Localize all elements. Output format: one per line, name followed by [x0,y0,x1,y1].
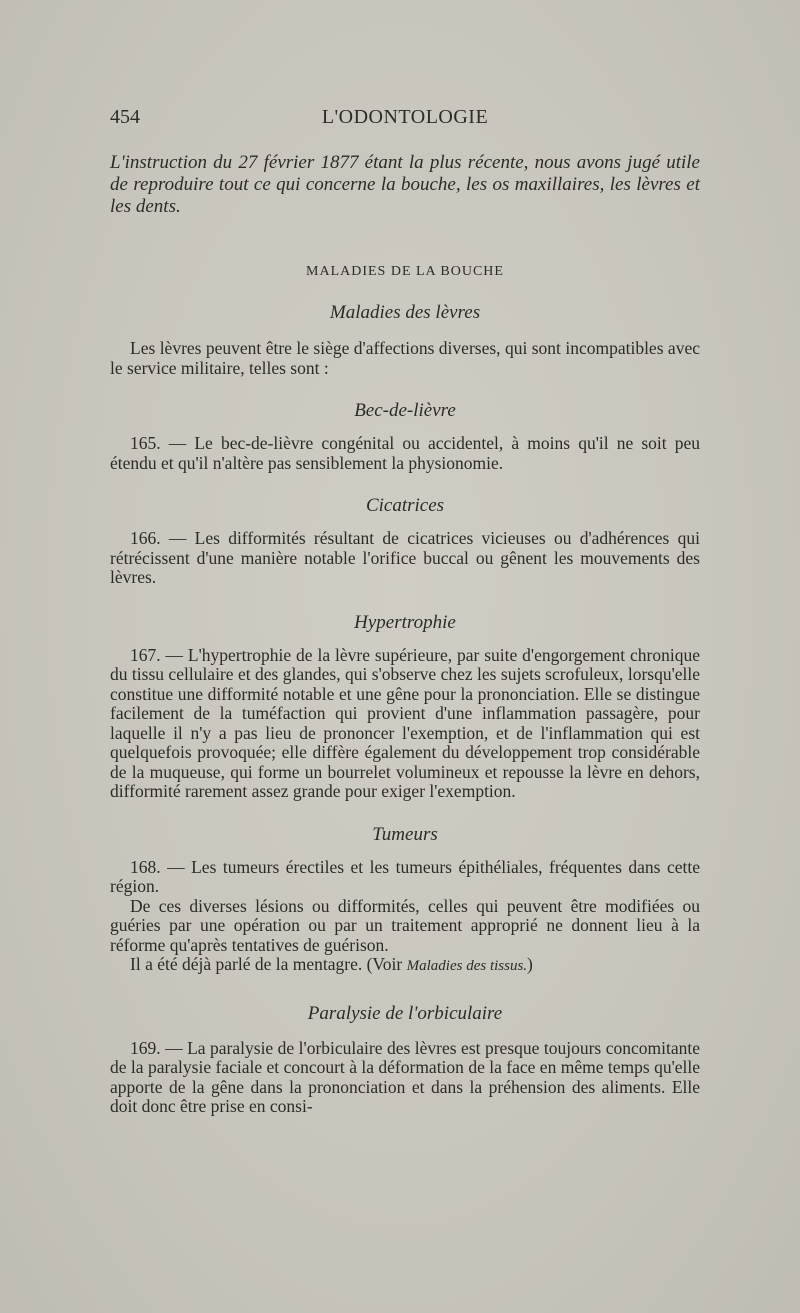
intro-paragraph: L'instruction du 27 février 1877 étant la plus récente, nous avons jugé utile de reproduire tout ce qui concerne la bouche, les os maxillaires, les lèvres et les dents. [110,152,700,217]
subsection-intro-paragraph: Les lèvres peuvent être le siège d'affections diverses, qui sont incompatibles avec le service militaire, telles sont : [110,338,700,378]
mentagre-sentence: Il a été déjà parlé de la mentagre. (Voir [130,954,407,974]
article-168-paragraph: 168. — Les tumeurs érectiles et les tumeurs épithéliales, fréquentes dans cette région. [110,856,700,896]
article-165-paragraph: 165. — Le bec-de-lièvre congénital ou accidentel, à moins qu'il ne soit peu étendu et qu'il n'altère pas sensiblement la physionomie. [110,433,700,473]
article-168-paragraph-2: De ces diverses lésions ou difformités, celles qui peuvent être modifiées ou guéries par une opération ou par un traitement approprié ne donnent lieu à la réforme qu'après tentatives de guérison. [110,895,700,955]
page-content [110,152,700,1117]
article-heading-tumeurs: Tumeurs [372,823,438,845]
article-heading-cicatrices: Cicatrices [365,495,445,516]
running-title: L'ODONTOLOGIE [321,106,489,128]
page-header [110,106,700,136]
article-heading-bec-de-lievre: Bec-de-lièvre [354,400,456,421]
article-heading-hypertrophie: Hypertrophie [354,611,456,633]
article-167-paragraph: 167. — L'hypertrophie de la lèvre supérieure, par suite d'engorgement chronique du tissu cellulaire et des glandes, qui s'observe chez les sujets scrofuleux, lorsqu'elle constitue une difformité notable et une gêne pour la prononciation. Elle se distingue facilement de la tuméfaction qui provient d'une inflammation passagère, pour laquelle il n'y a pas lieu de prononcer l'exemption, et de l'inflammation qui est quelquefois provoquée; elle diffère également du développement trop considérable de la muqueuse, qui forme un bourrelet volumineux et repousse la lèvre en dehors, difformité rarement assez grande pour exiger l'exemption. [110,644,700,801]
page-number: 454 [110,106,140,128]
subsection-title: Maladies des lèvres [329,302,481,323]
article-166-paragraph: 166. — Les difformités résultant de cicatrices vicieuses ou d'adhérences qui rétrécissent d'une manière notable l'orifice buccal ou gênent les mouvements des lèvres. [110,528,700,587]
article-169-paragraph: 169. — La paralysie de l'orbiculaire des lèvres est presque toujours concomitante de la paralysie faciale et concourt à la déformation de la face en même temps qu'elle apporte de la gêne dans la prononciation et dans la préhension des aliments. Elle doit donc être prise en consi- [110,1037,700,1116]
cross-reference: Maladies des tissus. [406,958,528,974]
closing-parenthesis: ) [527,954,533,974]
article-168-paragraph-3 [110,955,700,977]
article-heading-paralysie: Paralysie de l'orbiculaire [307,1002,503,1024]
section-title: MALADIES DE LA BOUCHE [306,264,504,279]
